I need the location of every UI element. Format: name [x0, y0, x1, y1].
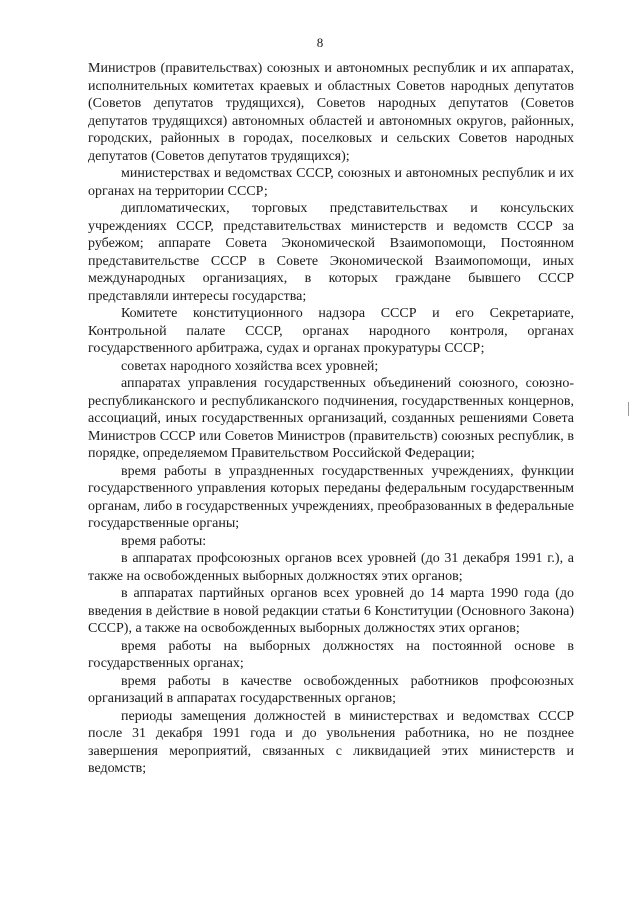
paragraph-trade-union-bodies: в аппаратах профсоюзных органов всех уровней (до 31 декабря 1991 г.), а также на освобожденных выборных должностях этих органов; — [88, 551, 574, 584]
document-body — [88, 60, 574, 778]
paragraph-constitutional-committee: Комитете конституционного надзора СССР и его Секретариате, Контрольной палате СССР, органах народного контроля, органах государственного арбитража, судах и органах прокуратуры СССР; — [88, 306, 574, 356]
paragraph-state-associations: аппаратах управления государственных объединений союзного, союзно-республиканского и республиканского подчинения, государственных концернов, ассоциаций, иных государственных организаций, созданных решениями Совета Министров СССР или Советов Министров (правительств) союзных республик, в порядке, определяемом Правительством Российской Федерации; — [88, 376, 574, 461]
paragraph-councils-of-ministers: Министров (правительствах) союзных и автономных республик и их аппаратах, исполнительных комитетах краевых и областных Советов народных депутатов (Советов депутатов трудящихся), Советов народных депутатов (Советов депутатов трудящихся) автономных областей и автономных округов, районных, городских, районных в городах, поселковых и сельских Советов народных депутатов (Советов депутатов трудящихся); — [88, 61, 574, 164]
paragraph-party-bodies: в аппаратах партийных органов всех уровней до 14 марта 1990 года (до введения в действие в новой редакции статьи 6 Конституции (Основного Закона) СССР), а также на освобожденных выборных должностях этих органов; — [88, 586, 574, 636]
page-number: 8 — [316, 35, 324, 50]
paragraph-ministries: министерствах и ведомствах СССР, союзных и автономных республик и их органах на территории СССР; — [88, 166, 574, 199]
scan-margin-mark — [628, 402, 629, 416]
paragraph-work-time-heading: время работы: — [121, 533, 207, 549]
paragraph-economic-councils: советах народного хозяйства всех уровней; — [121, 358, 379, 374]
paragraph-ministry-positions-after-1991: периоды замещения должностей в министерствах и ведомствах СССР после 31 декабря 1991 года и до увольнения работника, но не позднее завершения мероприятий, связанных с ликвидацией этих министерств и ведомств; — [88, 708, 574, 776]
paragraph-abolished-institutions: время работы в упраздненных государственных учреждениях, функции государственного управления которых переданы федеральным государственным органам, либо в государственных учреждениях, преобразованных в федеральные государственные органы; — [88, 463, 574, 531]
paragraph-diplomatic-missions: дипломатических, торговых представительствах и консульских учреждениях СССР, представительствах министерств и ведомств СССР за рубежом; аппарате Совета Экономической Взаимопомощи, Постоянном представительстве СССР в Совете Экономической Взаимопомощи, иных международных организациях, в которых граждане бывшего СССР представляли интересы государства; — [88, 201, 574, 304]
paragraph-released-union-workers: время работы в качестве освобожденных работников профсоюзных организаций в аппаратах государственных органов; — [88, 673, 574, 706]
paragraph-elected-positions: время работы на выборных должностях на постоянной основе в государственных органах; — [88, 638, 574, 671]
